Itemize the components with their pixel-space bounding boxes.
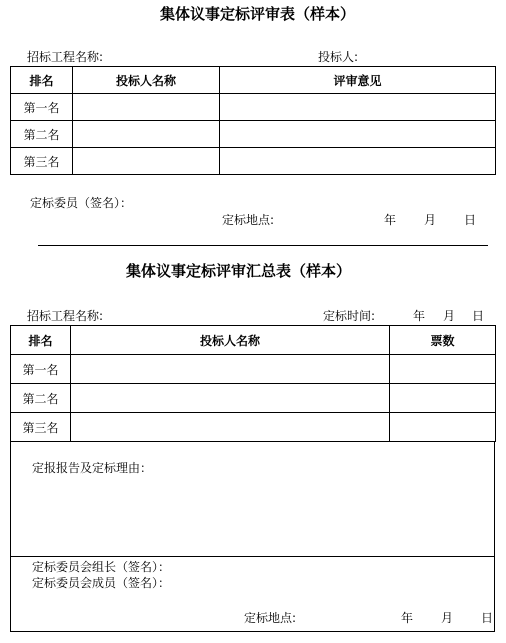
form2-bidder-cell[interactable] [71, 355, 390, 384]
table-row [11, 94, 496, 121]
form1-project-label: 招标工程名称: [27, 50, 104, 64]
form2-project-label: 招标工程名称: [27, 309, 104, 323]
form1-bidder-cell[interactable] [73, 148, 220, 175]
form1-table [10, 66, 496, 175]
form1-bidder-cell[interactable] [73, 121, 220, 148]
form2-bidder-cell[interactable] [71, 413, 390, 442]
form1-header-opinion: 评审意见 [220, 67, 496, 94]
form1-month: 月 [424, 213, 437, 227]
form2-month: 月 [443, 309, 456, 323]
form1-opinion-cell[interactable] [220, 148, 496, 175]
form2-year2: 年 [401, 611, 414, 625]
form2-header-votes: 票数 [390, 326, 496, 355]
form2-members-sign: 定标委员会成员（签名）： [32, 576, 171, 590]
form1-opinion-cell[interactable] [220, 121, 496, 148]
form1-rank-cell: 第二名 [11, 121, 73, 148]
form1-bidder-cell[interactable] [73, 94, 220, 121]
form1-bidder-label: 投标人: [318, 50, 359, 64]
form2-report-label: 定报报告及定标理由： [32, 461, 153, 475]
form1-year: 年 [384, 213, 397, 227]
table-row [11, 384, 496, 413]
table-row [11, 355, 496, 384]
form2-signature-box [10, 556, 495, 632]
form2-rank-cell: 第二名 [11, 384, 71, 413]
form2-rank-cell: 第一名 [11, 355, 71, 384]
form1-committee-sign: 定标委员（签名）： [30, 196, 133, 210]
form2-month2: 月 [441, 611, 454, 625]
form2-leader-sign: 定标委员会组长（签名）： [32, 560, 171, 574]
form1-title: 集体议事定标评审表（样本） [160, 5, 356, 23]
form1-rank-cell: 第三名 [11, 148, 73, 175]
form1-header-bidder: 投标人名称 [73, 67, 220, 94]
form2-table [10, 325, 496, 442]
table-row [11, 148, 496, 175]
form1-day: 日 [464, 213, 477, 227]
form2-votes-cell[interactable] [390, 384, 496, 413]
form2-report-box[interactable] [10, 441, 495, 557]
form2-day2: 日 [481, 611, 494, 625]
form1-header-rank: 排名 [11, 67, 73, 94]
section-divider [38, 245, 488, 246]
form2-day: 日 [472, 309, 485, 323]
form2-votes-cell[interactable] [390, 355, 496, 384]
table-row [11, 413, 496, 442]
form2-votes-cell[interactable] [390, 413, 496, 442]
form2-title: 集体议事定标评审汇总表（样本） [126, 262, 352, 280]
form2-header-bidder: 投标人名称 [71, 326, 390, 355]
form2-time-label: 定标时间: [323, 309, 376, 323]
form2-header-rank: 排名 [11, 326, 71, 355]
form1-opinion-cell[interactable] [220, 94, 496, 121]
form2-rank-cell: 第三名 [11, 413, 71, 442]
form2-location-label: 定标地点: [244, 611, 297, 625]
form2-year: 年 [413, 309, 426, 323]
form2-bidder-cell[interactable] [71, 384, 390, 413]
table-row [11, 121, 496, 148]
form1-location-label: 定标地点: [222, 213, 275, 227]
form1-rank-cell: 第一名 [11, 94, 73, 121]
